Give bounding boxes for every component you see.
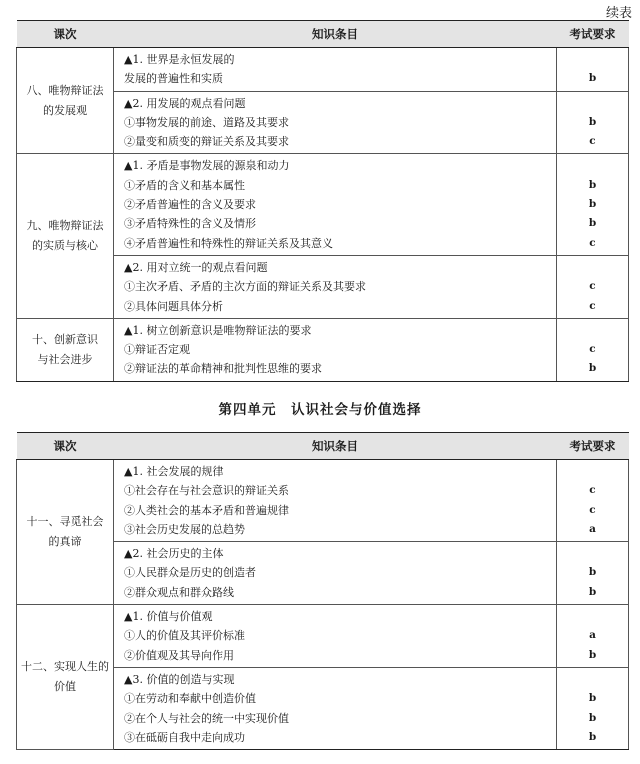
lesson-cell (17, 605, 114, 750)
knowledge-table-2 (16, 432, 629, 750)
lesson-title-line: 十、创新意识 (32, 332, 98, 346)
knowledge-item: ①人民群众是历史的创造者 (124, 566, 256, 580)
knowledge-cell (114, 318, 557, 381)
requirement-cell (557, 460, 629, 542)
requirement-cell (557, 255, 629, 318)
knowledge-cell (114, 154, 557, 255)
requirement-level: b (588, 585, 597, 598)
lesson-cell (17, 48, 114, 154)
lesson-cell (17, 460, 114, 605)
knowledge-item: ②矛盾普遍性的含义及要求 (124, 198, 256, 212)
requirement-level: b (588, 217, 597, 230)
lesson-cell (17, 154, 114, 318)
knowledge-item: ③社会历史发展的总趋势 (124, 522, 245, 536)
requirement-level: c (589, 343, 596, 356)
requirement-cell (557, 48, 629, 92)
knowledge-item: ②群众观点和群众路线 (124, 585, 234, 599)
unit-title: 第四单元 认识社会与价值选择 (218, 402, 422, 418)
lesson-title-line: 九、唯物辩证法 (26, 219, 104, 233)
requirement-level (557, 462, 628, 481)
header-knowledge: 知识条目 (114, 21, 557, 48)
requirement-level: b (588, 72, 597, 85)
requirement-level (557, 607, 628, 626)
table-header-row (17, 433, 629, 460)
requirement-level: b (588, 115, 597, 128)
lesson-cell (17, 318, 114, 381)
header-lesson: 课次 (17, 433, 114, 460)
requirement-level (557, 321, 628, 340)
knowledge-item: ②量变和质变的辩证关系及其要求 (124, 135, 289, 149)
lesson-title-line: 的实质与核心 (32, 239, 98, 253)
requirement-level: b (588, 730, 597, 743)
requirement-level: b (588, 711, 597, 724)
table-row (17, 605, 629, 668)
knowledge-item: ▲1. 社会发展的规律 (124, 465, 224, 478)
requirement-level: c (589, 484, 596, 497)
knowledge-item: ①在劳动和奉献中创造价值 (124, 692, 256, 706)
knowledge-item: ②在个人与社会的统一中实现价值 (124, 711, 289, 725)
header-requirement: 考试要求 (557, 21, 629, 48)
table-row (17, 460, 629, 542)
lesson-title-line: 八、唯物辩证法 (26, 83, 104, 97)
knowledge-item: ②价值观及其导向作用 (124, 648, 234, 662)
knowledge-cell (114, 605, 557, 668)
knowledge-item: ③在砥砺自我中走向成功 (124, 730, 245, 744)
knowledge-item: ①辩证否定观 (124, 343, 190, 357)
knowledge-item: ②辩证法的革命精神和批判性思维的要求 (124, 362, 322, 376)
knowledge-item: ▲1. 矛盾是事物发展的源泉和动力 (124, 159, 290, 173)
lesson-title-line: 十二、实现人生的 (21, 660, 109, 674)
knowledge-item: ②具体问题具体分析 (124, 299, 223, 313)
lesson-title-line: 与社会进步 (37, 352, 93, 366)
requirement-level: c (589, 236, 596, 249)
knowledge-item: ①社会存在与社会意识的辩证关系 (124, 484, 289, 498)
knowledge-table-1 (16, 20, 629, 382)
requirement-level (557, 258, 628, 277)
requirement-cell (557, 667, 629, 749)
lesson-title-line: 价值 (54, 680, 76, 694)
requirement-level (557, 670, 628, 689)
requirement-level: b (588, 362, 597, 375)
header-lesson: 课次 (17, 21, 114, 48)
lesson-title-line: 的发展观 (43, 103, 87, 117)
header-requirement: 考试要求 (557, 433, 629, 460)
knowledge-cell (114, 48, 557, 92)
requirement-cell (557, 318, 629, 381)
requirement-level (557, 94, 628, 113)
knowledge-cell (114, 91, 557, 154)
knowledge-item: ▲1. 价值与价值观 (124, 610, 213, 624)
knowledge-item: ①矛盾的含义和基本属性 (124, 178, 245, 192)
table-row (17, 154, 629, 255)
requirement-level (557, 544, 628, 563)
knowledge-item: ①事物发展的前途、道路及其要求 (124, 115, 289, 129)
knowledge-item: 发展的普遍性和实质 (124, 72, 223, 86)
knowledge-cell (114, 255, 557, 318)
requirement-level (557, 50, 628, 69)
knowledge-cell (114, 542, 557, 605)
knowledge-item: ▲1. 树立创新意识是唯物辩证法的要求 (124, 323, 312, 337)
table-row (17, 48, 629, 92)
requirement-level: c (589, 280, 596, 293)
knowledge-item: ②人类社会的基本矛盾和普遍规律 (124, 503, 289, 517)
knowledge-item: ①主次矛盾、矛盾的主次方面的辩证关系及其要求 (124, 280, 366, 294)
knowledge-item: ①人的价值及其评价标准 (124, 629, 245, 643)
knowledge-cell (114, 667, 557, 749)
requirement-level: a (589, 629, 596, 642)
requirement-cell (557, 91, 629, 154)
lesson-title-line: 的真谛 (48, 535, 82, 549)
knowledge-cell (114, 460, 557, 542)
requirement-level: b (588, 198, 597, 211)
requirement-level: a (589, 522, 596, 535)
knowledge-item: ③矛盾特殊性的含义及情形 (124, 217, 256, 231)
knowledge-item: ▲1. 世界是永恒发展的 (124, 53, 235, 66)
requirement-level: b (588, 178, 597, 191)
requirement-cell (557, 542, 629, 605)
requirement-cell (557, 154, 629, 255)
continued-label: 续表 (605, 6, 632, 21)
knowledge-item: ▲2. 用对立统一的观点看问题 (124, 260, 268, 274)
requirement-level: b (588, 648, 597, 661)
requirement-level: c (589, 299, 596, 312)
requirement-level: c (589, 135, 596, 148)
requirement-cell (557, 605, 629, 668)
knowledge-item: ▲2. 社会历史的主体 (124, 547, 224, 561)
knowledge-item: ▲3. 价值的创造与实现 (124, 672, 235, 686)
requirement-level: c (589, 503, 596, 516)
lesson-title-line: 十一、寻觅社会 (26, 515, 104, 529)
table-header-row (17, 21, 629, 48)
requirement-level: b (588, 566, 597, 579)
knowledge-item: ④矛盾普遍性和特殊性的辩证关系及其意义 (124, 236, 333, 250)
requirement-level: b (588, 692, 597, 705)
table-row (17, 318, 629, 381)
knowledge-item: ▲2. 用发展的观点看问题 (124, 96, 246, 110)
header-knowledge: 知识条目 (114, 433, 557, 460)
requirement-level (557, 156, 628, 175)
